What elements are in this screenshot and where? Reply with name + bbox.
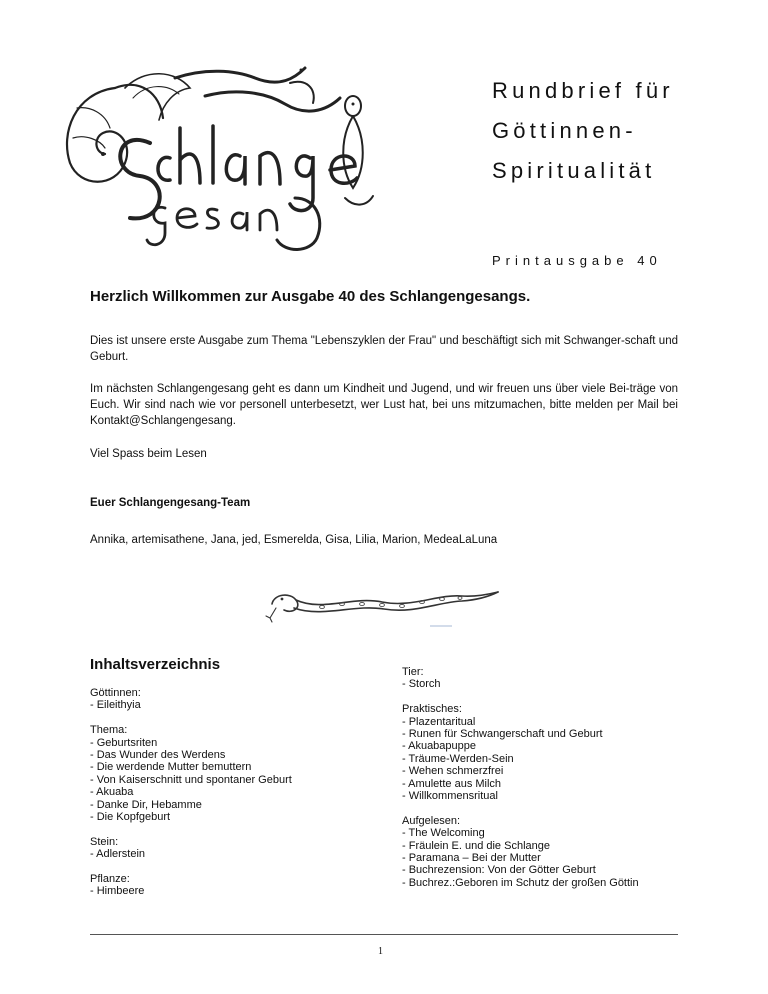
toc-left-column <box>90 687 292 910</box>
team-members: Annika, artemisathene, Jana, jed, Esmerelda, Gisa, Lilia, Marion, MedeaLaLuna <box>90 534 498 546</box>
toc-item: - Paramana – Bei der Mutter <box>402 852 541 865</box>
toc-item: - Willkommensritual <box>402 790 498 803</box>
toc-section-tier <box>402 666 639 691</box>
toc-item: - The Welcoming <box>402 827 485 840</box>
toc-heading: Göttinnen: <box>90 687 141 699</box>
toc-section-goettinnen <box>90 687 292 712</box>
toc-heading: Praktisches: <box>402 703 462 716</box>
snake-divider-illustration <box>262 582 502 630</box>
toc-item: - Eileithyia <box>90 699 141 712</box>
toc-item: - Akuabapuppe <box>402 740 477 753</box>
toc-item: - Die Kopfgeburt <box>90 811 171 824</box>
toc-item: - Adlerstein <box>90 848 146 861</box>
toc-section-aufgelesen <box>402 815 639 889</box>
schlangengesang-logo <box>55 48 385 263</box>
toc-item: - Runen für Schwangerschaft und Geburt <box>402 728 603 741</box>
intro-paragraph-2 <box>90 381 678 429</box>
toc-item: - Plazentaritual <box>402 715 476 728</box>
toc-section-stein <box>90 836 292 861</box>
toc-item: - Buchrezension: Von der Götter Geburt <box>402 864 596 877</box>
toc-item: - Geburtsriten <box>90 736 158 749</box>
edition-label: Printausgabe 40 <box>492 253 662 268</box>
toc-heading: Pflanze: <box>90 873 130 886</box>
footer-divider <box>90 934 678 935</box>
title-line-1: Rundbrief für <box>492 78 674 103</box>
toc-heading: Tier: <box>402 666 424 678</box>
intro-paragraph-3 <box>90 446 678 462</box>
toc-heading: Stein: <box>90 835 119 848</box>
toc-section-praktisches <box>402 703 639 802</box>
intro-paragraph-1 <box>90 333 678 365</box>
toc-item: - Wehen schmerzfrei <box>402 765 504 778</box>
toc-title: Inhaltsverzeichnis <box>90 656 221 673</box>
team-heading: Euer Schlangengesang-Team <box>90 497 251 509</box>
toc-heading: Aufgelesen: <box>402 814 461 827</box>
intro-text-1: Dies ist unsere erste Ausgabe zum Thema "Lebenszyklen der Frau" und beschäftigt sich mit Schwanger-schaft und Geburt. <box>90 335 678 363</box>
toc-item: - Danke Dir, Hebamme <box>90 798 202 811</box>
page-number: 1 <box>378 946 383 957</box>
toc-item: - Das Wunder des Werdens <box>90 749 226 762</box>
toc-heading: Thema: <box>90 724 128 737</box>
toc-item: - Von Kaiserschnitt und spontaner Geburt <box>90 773 292 786</box>
toc-item: - Akuaba <box>90 786 134 799</box>
toc-item: - Träume-Werden-Sein <box>402 752 514 765</box>
intro-text-2: Im nächsten Schlangengesang geht es dann um Kindheit und Jugend, und wir freuen uns über viele Bei-träge von Euch. Wir sind nach wie vor personell unterbesetzt, wer Lust hat, bei uns mitzumachen, bitte melden per Mail bei Kontakt@Schlangengesang. <box>90 383 678 427</box>
toc-item: - Himbeere <box>90 885 145 898</box>
welcome-heading: Herzlich Willkommen zur Ausgabe 40 des Schlangengesangs. <box>90 288 531 305</box>
toc-section-pflanze <box>90 873 292 898</box>
toc-item: - Die werdende Mutter bemuttern <box>90 761 252 774</box>
toc-right-column <box>402 666 639 902</box>
toc-item: - Buchrez.:Geboren im Schutz der großen Göttin <box>402 876 639 889</box>
toc-item: - Storch <box>402 678 441 691</box>
toc-item: - Fräulein E. und die Schlange <box>402 839 550 852</box>
intro-text-3: Viel Spass beim Lesen <box>90 448 207 460</box>
title-line-2: Göttinnen- <box>492 118 637 143</box>
toc-section-thema <box>90 724 292 823</box>
title-line-3: Spiritualität <box>492 158 656 183</box>
toc-item: - Amulette aus Milch <box>402 777 502 790</box>
